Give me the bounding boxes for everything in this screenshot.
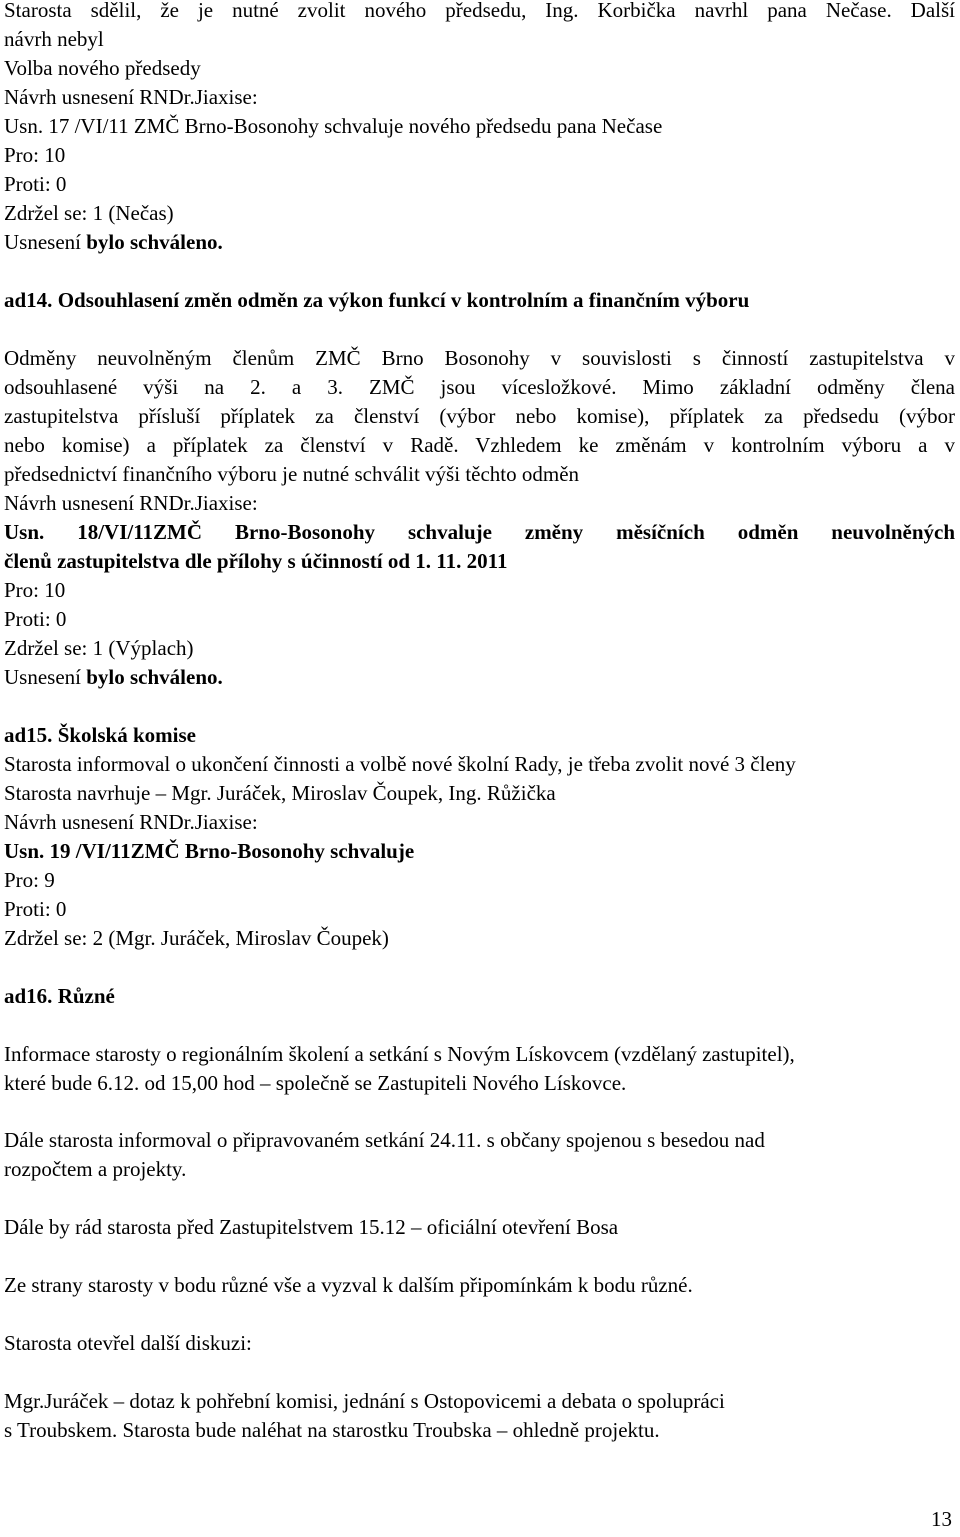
resolution-result: Usnesení bylo schváleno. [4,665,223,689]
text-line: Návrh usnesení RNDr.Jiaxise: [4,810,258,834]
text-line: které bude 6.12. od 15,00 hod – společně se Zastupiteli Nového Lískovce. [4,1071,627,1095]
resolution-line: členů zastupitelstva dle přílohy s účinností od 1. 11. 2011 [4,549,508,573]
vote-abstain: Zdržel se: 1 (Nečas) [4,201,174,225]
text-line: Starosta sdělil, že je nutné zvolit nového předsedu, Ing. Korbička navrhl pana Nečase. Další [4,0,955,22]
text-line: rozpočtem a projekty. [4,1157,187,1181]
resolution-line: Usn. 18/VI/11ZMČ Brno-Bosonohy schvaluje změny měsíčních odměn neuvolněných [4,520,955,544]
text-line: návrh nebyl [4,27,104,51]
vote-against: Proti: 0 [4,897,67,921]
resolution-line: Usn. 19 /VI/11ZMČ Brno-Bosonohy schvaluje [4,839,415,863]
text-line: Odměny neuvolněným členům ZMČ Brno Bosonohy v souvislosti s činností zastupitelstva v [4,346,955,370]
text-line: Informace starosty o regionálním školení a setkání s Novým Lískovcem (vzdělaný zastupitel), [4,1042,795,1066]
text-line: Návrh usnesení RNDr.Jiaxise: [4,85,258,109]
section-heading: ad16. Různé [4,984,115,1008]
vote-abstain: Zdržel se: 1 (Výplach) [4,636,194,660]
vote-abstain: Zdržel se: 2 (Mgr. Juráček, Miroslav Čoupek) [4,926,389,950]
text-line: Mgr.Juráček – dotaz k pohřební komisi, jednání s Ostopovicemi a debata o spolupráci [4,1389,725,1413]
text-line: Dále starosta informoval o připravovaném setkání 24.11. s občany spojenou s besedou nad [4,1128,765,1152]
vote-against: Proti: 0 [4,172,67,196]
vote-for: Pro: 9 [4,868,55,892]
text-line: Ze strany starosty v bodu různé vše a vyzval k dalším připomínkám k bodu různé. [4,1273,693,1297]
text-line: Návrh usnesení RNDr.Jiaxise: [4,491,258,515]
text-line: nebo komise) a příplatek za členství v Radě. Vzhledem ke změnám v kontrolním výboru a v [4,433,955,457]
section-heading: ad14. Odsouhlasení změn odměn za výkon funkcí v kontrolním a finančním výboru [4,288,750,312]
page-number: 13 [931,1507,952,1531]
text-line: s Troubskem. Starosta bude naléhat na starostku Troubska – ohledně projektu. [4,1418,660,1442]
vote-for: Pro: 10 [4,578,66,602]
text-line: Starosta informoval o ukončení činnosti a volbě nové školní Rady, je třeba zvolit nové 3 členy [4,752,796,776]
resolution-result: Usnesení bylo schváleno. [4,230,223,254]
text-line: zastupitelstva přísluší příplatek za členství (výbor nebo komise), příplatek za předsedu (výbor [4,404,955,428]
vote-against: Proti: 0 [4,607,67,631]
vote-for: Pro: 10 [4,143,66,167]
resolution-line: Usn. 17 /VI/11 ZMČ Brno-Bosonohy schvaluje nového předsedu pana Nečase [4,114,663,138]
text-line: předsednictví finančního výboru je nutné schválit výši těchto odměn [4,462,580,486]
text-line: Dále by rád starosta před Zastupitelstvem 15.12 – oficiální otevření Bosa [4,1215,619,1239]
section-heading: ad15. Školská komise [4,723,196,747]
text-line: Starosta otevřel další diskuzi: [4,1331,252,1355]
text-line: odsouhlasené výši na 2. a 3. ZMČ jsou vícesložkové. Mimo základní odměny člena [4,375,955,399]
text-line: Volba nového předsedy [4,56,201,80]
text-line: Starosta navrhuje – Mgr. Juráček, Miroslav Čoupek, Ing. Růžička [4,781,556,805]
